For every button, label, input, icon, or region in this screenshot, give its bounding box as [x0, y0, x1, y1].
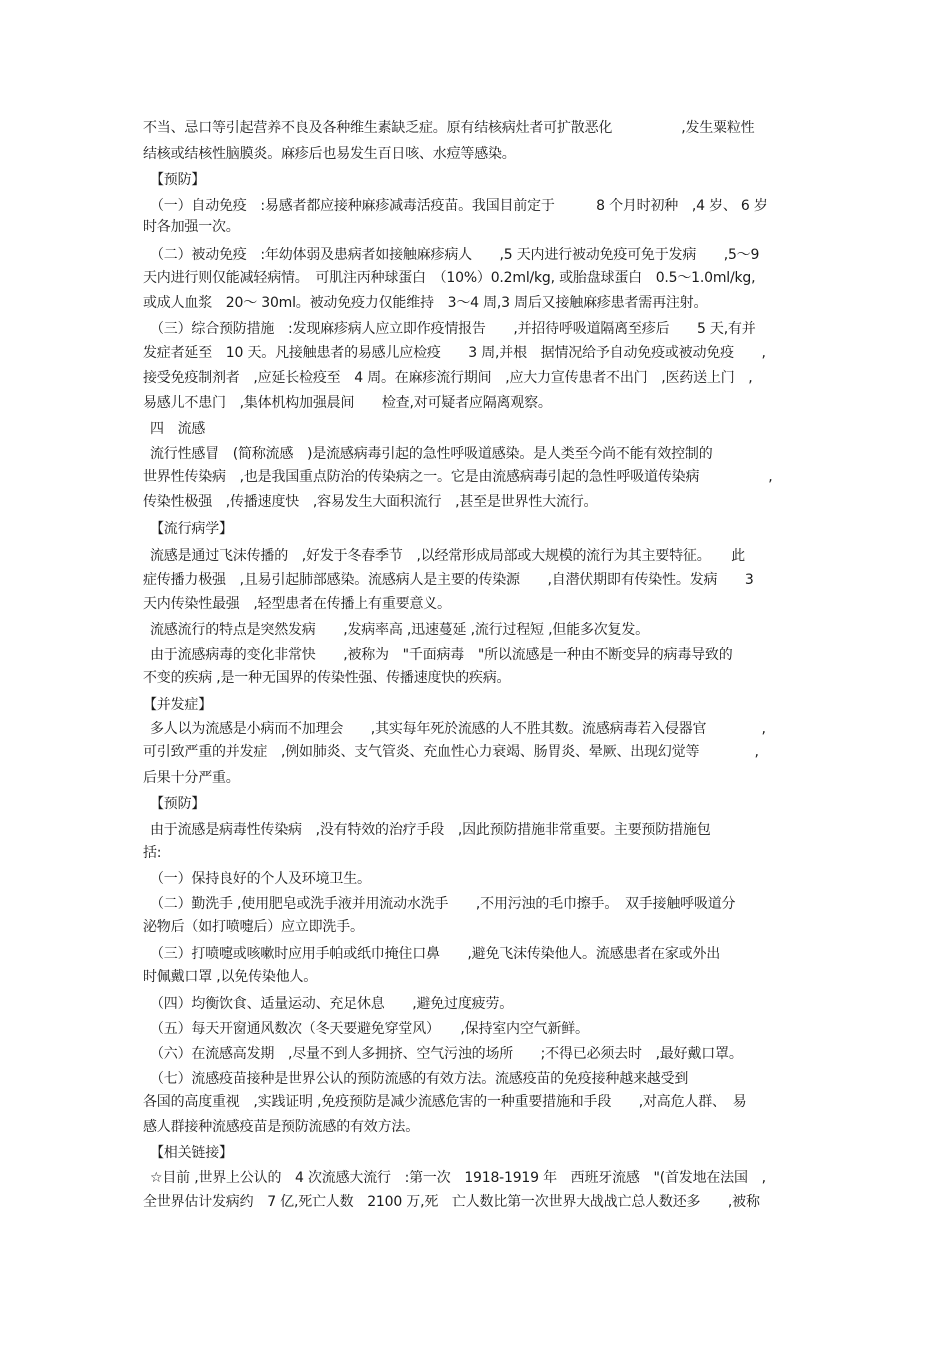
section-heading: 【预防】: [150, 796, 206, 812]
text-line: 流行性感冒 (简称流感 )是流感病毒引起的急性呼吸道感染。是人类至今尚不能有效控制的: [150, 446, 713, 462]
text-line: ☆目前 ,世界上公认的 4 次流感大流行 :第一次 1918-1919 年 西班牙流感 "(首发地在法国 ,: [150, 1170, 766, 1186]
text-line: （五）每天开窗通风数次（冬天要避免穿堂风） ,保持室内空气新鲜。: [150, 1021, 589, 1037]
text-line: （三）打喷嚏或咳嗽时应用手帕或纸巾掩住口鼻 ,避免飞沫传染他人。流感患者在家或外出: [150, 946, 721, 962]
section-heading: 【并发症】: [143, 697, 212, 713]
text-line: （六）在流感高发期 ,尽量不到人多拥挤、空气污浊的场所 ;不得已必须去时 ,最好戴口罩。: [150, 1046, 743, 1062]
text-line: 传染性极强 ,传播速度快 ,容易发生大面积流行 ,甚至是世界性大流行。: [143, 494, 598, 510]
text-line: 时各加强一次。: [143, 219, 240, 235]
text-line: 各国的高度重视 ,实践证明 ,免疫预防是减少流感危害的一种重要措施和手段 ,对高危人群、 易: [143, 1094, 747, 1110]
text-line: 易感儿不患门 ,集体机构加强晨间 检查,对可疑者应隔离观察。: [143, 395, 552, 411]
text-line: 不当、忌口等引起营养不良及各种维生素缺乏症。原有结核病灶者可扩散恶化 ,发生粟粒性: [143, 120, 755, 136]
text-line: （二）被动免疫 :年幼体弱及患病者如接触麻疹病人 ,5 天内进行被动免疫可免于发病 ,5～9: [150, 247, 760, 263]
text-line: 接受免疫制剂者 ,应延长检疫至 4 周。在麻疹流行期间 ,应大力宣传患者不出门 ,医药送上门 ,: [143, 370, 753, 386]
section-heading: 【相关链接】: [150, 1145, 233, 1161]
text-line: 世界性传染病 ,也是我国重点防治的传染病之一。它是由流感病毒引起的急性呼吸道传染病 ,: [143, 469, 773, 485]
text-line: 结核或结核性脑膜炎。麻疹后也易发生百日咳、水痘等感染。: [143, 146, 516, 162]
text-line: 天内传染性最强 ,轻型患者在传播上有重要意义。: [143, 596, 451, 612]
section-heading: 【流行病学】: [150, 521, 233, 537]
text-line: （三）综合预防措施 :发现麻疹病人应立即作疫情报告 ,并招待呼吸道隔离至疹后 5 天,有并: [150, 321, 756, 337]
text-line: 由于流感是病毒性传染病 ,没有特效的治疗手段 ,因此预防措施非常重要。主要预防措施包: [150, 822, 711, 838]
text-line: 时佩戴口罩 ,以免传染他人。: [143, 969, 318, 985]
text-line: 症传播力极强 ,且易引起肺部感染。流感病人是主要的传染源 ,自潜伏期即有传染性。发病 3: [143, 572, 754, 588]
text-line: 括:: [143, 845, 162, 861]
text-line: 或成人血浆 20～ 30ml。被动免疫力仅能维持 3～4 周,3 周后又接触麻疹患者需再注射。: [143, 295, 708, 311]
text-line: （七）流感疫苗接种是世界公认的预防流感的有效方法。流感疫苗的免疫接种越来越受到: [150, 1071, 689, 1087]
text-line: （一）自动免疫 :易感者都应接种麻疹减毒活疫苗。我国目前定于 8 个月时初种 ,4 岁、 6 岁: [150, 198, 768, 214]
text-line: 流感流行的特点是突然发病 ,发病率高 ,迅速蔓延 ,流行过程短 ,但能多次复发。: [150, 622, 649, 638]
text-line: 不变的疾病 ,是一种无国界的传染性强、传播速度快的疾病。: [143, 670, 511, 686]
text-line: 可引致严重的并发症 ,例如肺炎、支气管炎、充血性心力衰竭、肠胃炎、晕厥、出现幻觉等 ,: [143, 744, 759, 760]
text-line: 由于流感病毒的变化非常快 ,被称为 "千面病毒 "所以流感是一种由不断变异的病毒导致的: [150, 647, 733, 663]
section-heading: 【预防】: [150, 172, 206, 188]
text-line: 多人以为流感是小病而不加理会 ,其实每年死於流感的人不胜其数。流感病毒若入侵器官 ,: [150, 721, 766, 737]
text-line: 感人群接种流感疫苗是预防流感的有效方法。: [143, 1119, 419, 1135]
text-line: （二）勤洗手 ,使用肥皂或洗手液并用流动水洗手 ,不用污浊的毛巾擦手。 双手接触呼吸道分: [150, 896, 736, 912]
text-line: （一）保持良好的个人及环境卫生。: [150, 871, 371, 887]
text-line: 发症者延至 10 天。凡接触患者的易感儿应检疫 3 周,并根 据情况给予自动免疫或被动免疫 ,: [143, 345, 766, 361]
text-line: 泌物后（如打喷嚏后）应立即洗手。: [143, 919, 364, 935]
text-line: （四）均衡饮食、适量运动、充足休息 ,避免过度疲劳。: [150, 996, 514, 1012]
section-heading: 四 流感: [150, 421, 206, 437]
text-line: 天内进行则仅能减轻病情。 可肌注丙种球蛋白 （10%）0.2ml/kg, 或胎盘球蛋白 0.5～1.0ml/kg,: [143, 270, 756, 286]
text-line: 全世界估计发病约 7 亿,死亡人数 2100 万,死 亡人数比第一次世界大战战亡总人数还多 ,被称: [143, 1194, 760, 1210]
text-line: 流感是通过飞沫传播的 ,好发于冬春季节 ,以经常形成局部或大规模的流行为其主要特征。 此: [150, 548, 745, 564]
text-line: 后果十分严重。: [143, 770, 240, 786]
